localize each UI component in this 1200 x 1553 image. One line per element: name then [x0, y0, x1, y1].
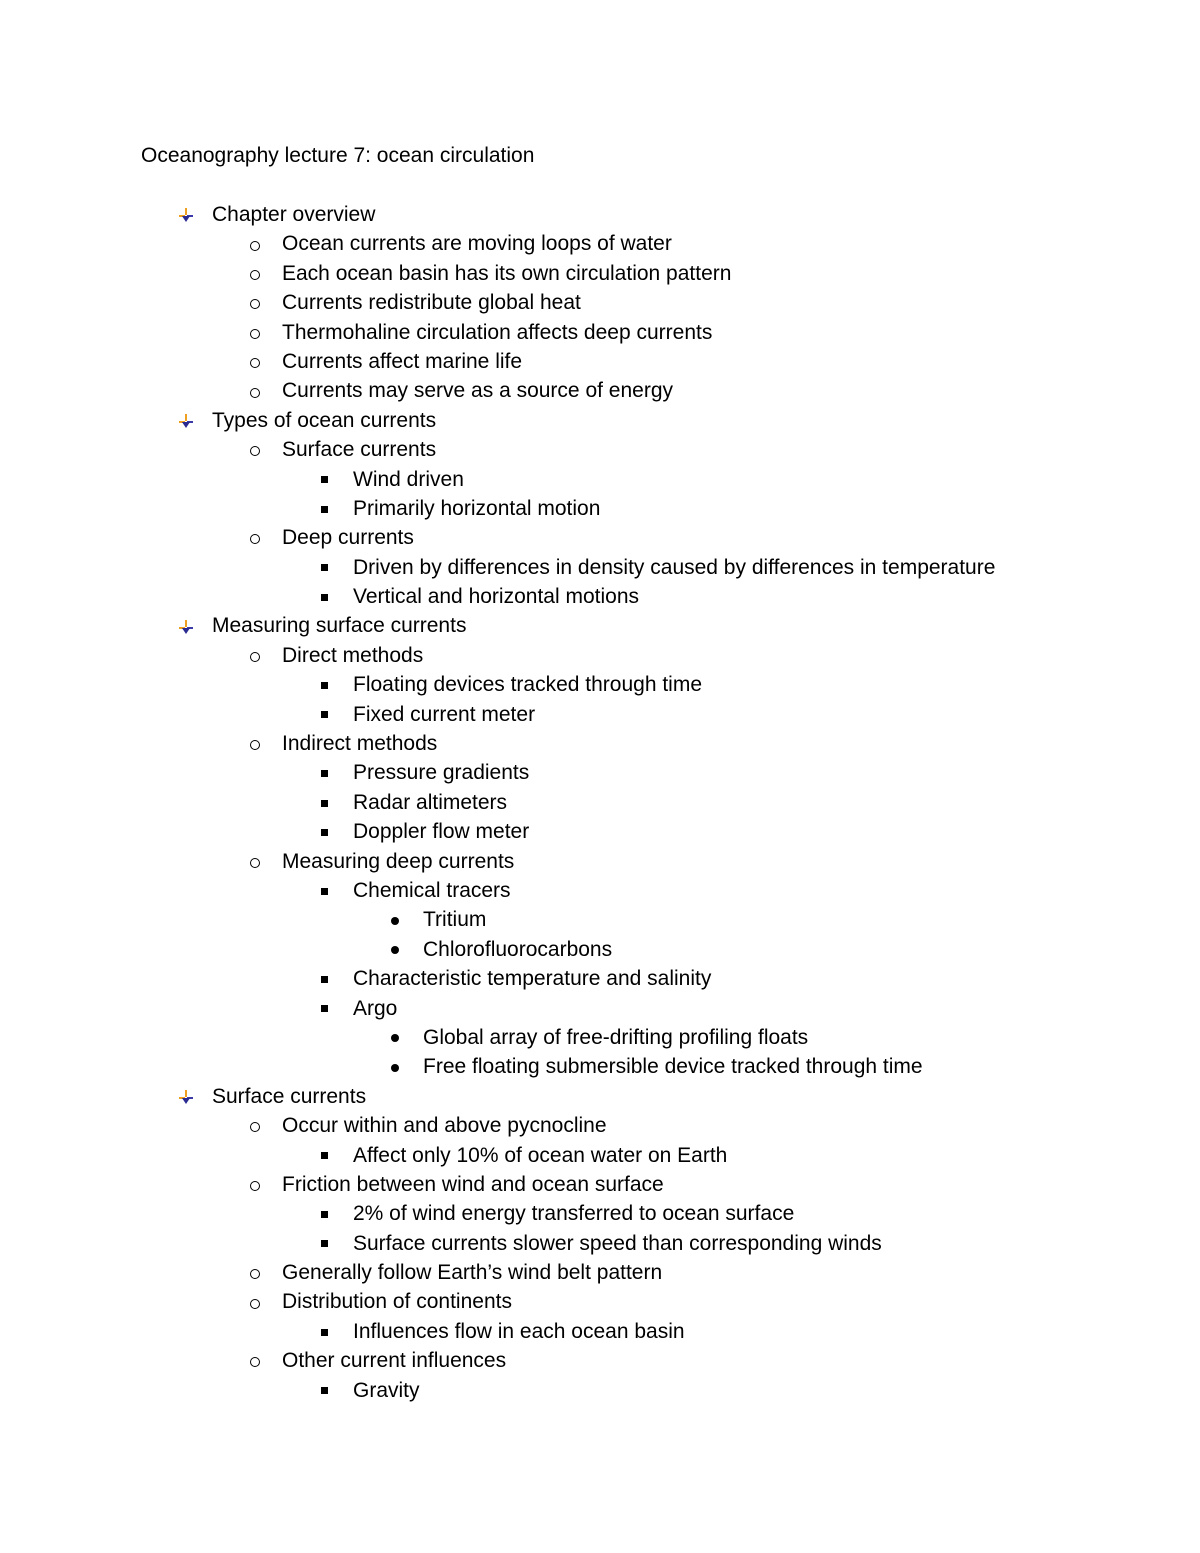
outline-item-level-2 [0, 1258, 1200, 1287]
dot-bullet-icon [387, 1052, 403, 1081]
outline-item-text: Measuring deep currents [282, 849, 515, 873]
outline-item-level-2 [0, 641, 1200, 670]
outline-item-level-3 [0, 758, 1200, 787]
outline-item-text: Gravity [353, 1378, 420, 1402]
outline-item-level-1 [0, 406, 1200, 435]
arrow-bullet-icon [176, 406, 196, 435]
square-bullet-icon [317, 465, 331, 494]
ring-bullet-icon [246, 1111, 264, 1140]
outline-item-level-2 [0, 318, 1200, 347]
outline-item-text: Friction between wind and ocean surface [282, 1172, 664, 1196]
arrow-bullet-icon [176, 611, 196, 640]
outline-item-level-4 [0, 905, 1200, 934]
square-bullet-icon [317, 553, 331, 582]
outline-item-level-3 [0, 700, 1200, 729]
outline-item-text: Currents affect marine life [282, 349, 523, 373]
ring-bullet-icon [246, 1346, 264, 1375]
outline-item-level-2 [0, 1287, 1200, 1316]
outline-item-text: Ocean currents are moving loops of water [282, 232, 672, 256]
outline-item-level-1 [0, 200, 1200, 229]
outline-item-level-3 [0, 1376, 1200, 1405]
ring-bullet-icon [246, 1287, 264, 1316]
ring-bullet-icon [246, 259, 264, 288]
ring-bullet-icon [246, 347, 264, 376]
outline-item-level-1 [0, 611, 1200, 640]
outline-item-text: 2% of wind energy transferred to ocean surface [353, 1202, 795, 1226]
outline-item-level-3 [0, 964, 1200, 993]
outline-item-level-3 [0, 876, 1200, 905]
outline-item-level-3 [0, 817, 1200, 846]
ring-bullet-icon [246, 318, 264, 347]
outline-item-text: Currents redistribute global heat [282, 291, 581, 315]
outline-item-text: Free floating submersible device tracked through time [423, 1055, 923, 1079]
outline-item-text: Indirect methods [282, 732, 438, 756]
outline-item-text: Affect only 10% of ocean water on Earth [353, 1143, 728, 1167]
outline-item-level-2 [0, 259, 1200, 288]
outline-item-level-3 [0, 582, 1200, 611]
outline-item-text: Wind driven [353, 467, 464, 491]
square-bullet-icon [317, 1229, 331, 1258]
square-bullet-icon [317, 964, 331, 993]
dot-bullet-icon [387, 935, 403, 964]
outline-item-text: Pressure gradients [353, 761, 530, 785]
square-bullet-icon [317, 817, 331, 846]
ring-bullet-icon [246, 435, 264, 464]
outline-item-level-4 [0, 1052, 1200, 1081]
outline-item-text: Surface currents [212, 1084, 367, 1108]
outline-item-level-2 [0, 288, 1200, 317]
ring-bullet-icon [246, 229, 264, 258]
ring-bullet-icon [246, 523, 264, 552]
outline-item-level-2 [0, 376, 1200, 405]
outline-item-text: Global array of free-drifting profiling floats [423, 1025, 809, 1049]
outline-item-level-3 [0, 553, 1200, 582]
outline-item-text: Types of ocean currents [212, 408, 437, 432]
square-bullet-icon [317, 788, 331, 817]
outline-item-level-3 [0, 670, 1200, 699]
dot-bullet-icon [387, 905, 403, 934]
dot-bullet-icon [387, 1023, 403, 1052]
outline-item-text: Primarily horizontal motion [353, 496, 601, 520]
outline-item-text: Chlorofluorocarbons [423, 937, 613, 961]
outline-item-text: Deep currents [282, 526, 414, 550]
outline-list [0, 200, 1200, 1405]
outline-item-text: Floating devices tracked through time [353, 673, 703, 697]
outline-item-level-2 [0, 347, 1200, 376]
outline-item-level-3 [0, 788, 1200, 817]
outline-item-level-4 [0, 1023, 1200, 1052]
ring-bullet-icon [246, 641, 264, 670]
outline-item-text: Fixed current meter [353, 702, 536, 726]
outline-item-text: Occur within and above pycnocline [282, 1114, 607, 1138]
outline-item-level-3 [0, 994, 1200, 1023]
outline-item-text: Other current influences [282, 1349, 507, 1373]
document-title: Oceanography lecture 7: ocean circulation [141, 144, 535, 167]
outline-item-text: Chapter overview [212, 203, 376, 226]
outline-item-text: Surface currents [282, 438, 437, 462]
outline-item-text: Radar altimeters [353, 790, 508, 814]
outline-item-text: Characteristic temperature and salinity [353, 967, 712, 991]
outline-item-text: Doppler flow meter [353, 820, 530, 844]
square-bullet-icon [317, 994, 331, 1023]
outline-item-text: Vertical and horizontal motions [353, 585, 639, 609]
arrow-bullet-icon [176, 200, 196, 229]
square-bullet-icon [317, 700, 331, 729]
outline-item-text: Chemical tracers [353, 878, 511, 902]
outline-item-text: Driven by differences in density caused by differences in temperature [353, 555, 996, 579]
square-bullet-icon [317, 670, 331, 699]
ring-bullet-icon [246, 288, 264, 317]
ring-bullet-icon [246, 376, 264, 405]
square-bullet-icon [317, 1376, 331, 1405]
ring-bullet-icon [246, 1258, 264, 1287]
square-bullet-icon [317, 1141, 331, 1170]
outline-item-level-2 [0, 1170, 1200, 1199]
outline-item-text: Direct methods [282, 643, 424, 667]
square-bullet-icon [317, 758, 331, 787]
outline-item-text: Currents may serve as a source of energy [282, 379, 674, 403]
arrow-bullet-icon [176, 1082, 196, 1111]
outline-item-text: Influences flow in each ocean basin [353, 1319, 685, 1343]
outline-item-level-2 [0, 729, 1200, 758]
square-bullet-icon [317, 494, 331, 523]
square-bullet-icon [317, 876, 331, 905]
outline-item-text: Each ocean basin has its own circulation pattern [282, 261, 732, 285]
outline-item-level-3 [0, 1199, 1200, 1228]
outline-item-level-2 [0, 229, 1200, 258]
outline-item-text: Distribution of continents [282, 1290, 512, 1314]
outline-item-level-3 [0, 465, 1200, 494]
outline-item-level-2 [0, 523, 1200, 552]
outline-item-level-3 [0, 494, 1200, 523]
outline-item-text: Argo [353, 996, 398, 1020]
ring-bullet-icon [246, 1170, 264, 1199]
outline-item-text: Surface currents slower speed than corresponding winds [353, 1231, 882, 1255]
outline-item-level-3 [0, 1141, 1200, 1170]
outline-item-level-2 [0, 1346, 1200, 1375]
ring-bullet-icon [246, 847, 264, 876]
outline-item-text: Thermohaline circulation affects deep currents [282, 320, 713, 344]
square-bullet-icon [317, 582, 331, 611]
outline-item-level-2 [0, 847, 1200, 876]
square-bullet-icon [317, 1317, 331, 1346]
outline-item-level-2 [0, 435, 1200, 464]
outline-item-level-4 [0, 935, 1200, 964]
outline-item-text: Generally follow Earth’s wind belt pattern [282, 1261, 663, 1285]
outline-item-level-3 [0, 1229, 1200, 1258]
square-bullet-icon [317, 1199, 331, 1228]
outline-item-level-2 [0, 1111, 1200, 1140]
outline-item-text: Tritium [423, 908, 487, 932]
ring-bullet-icon [246, 729, 264, 758]
outline-item-level-3 [0, 1317, 1200, 1346]
outline-item-level-1 [0, 1082, 1200, 1111]
outline-item-text: Measuring surface currents [212, 614, 467, 638]
